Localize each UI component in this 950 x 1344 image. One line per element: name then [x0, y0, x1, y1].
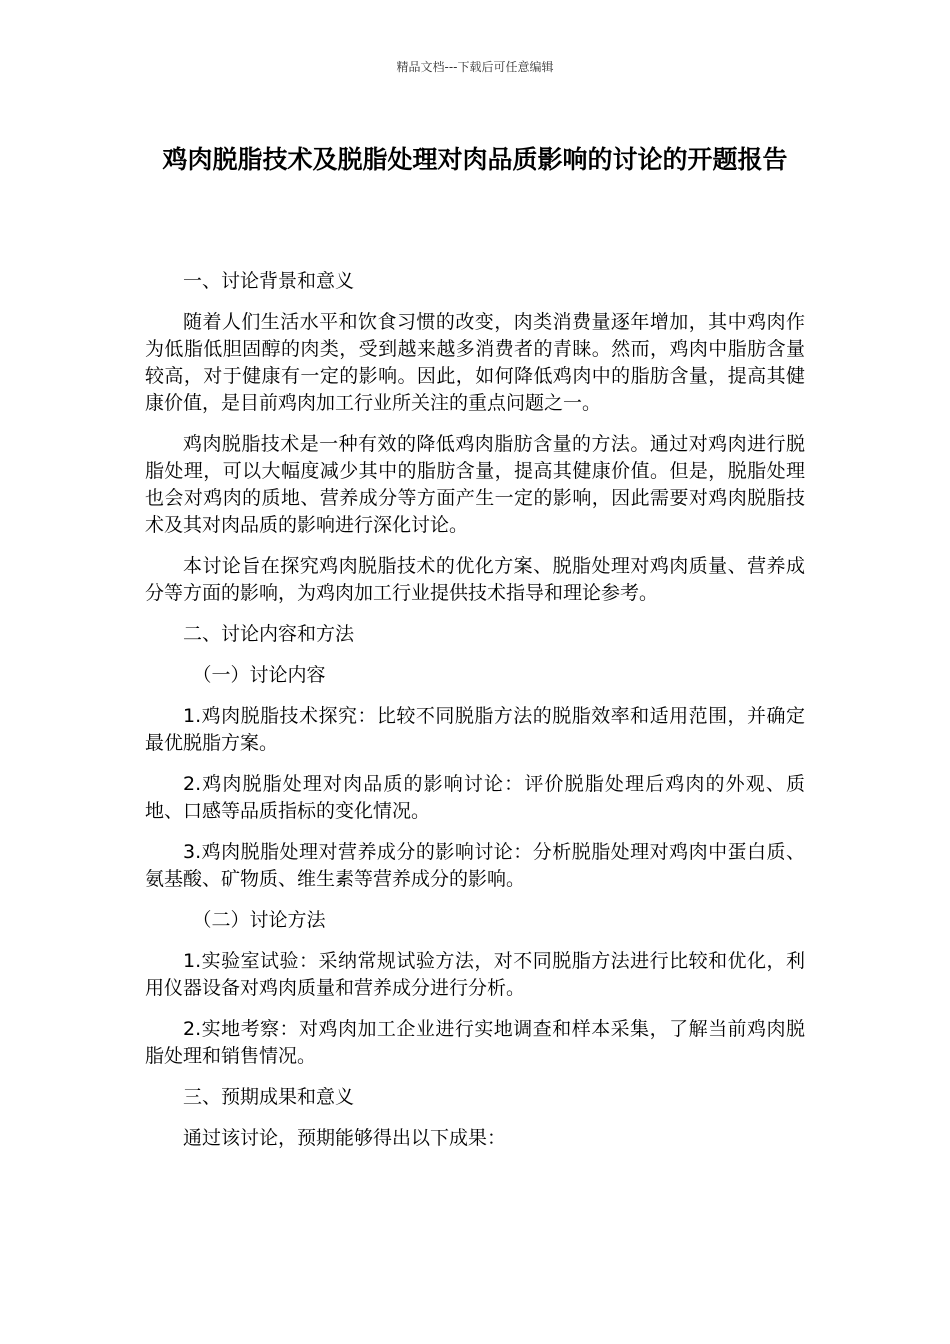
document-title: 鸡肉脱脂技术及脱脂处理对肉品质影响的讨论的开题报告 — [162, 145, 788, 174]
list-item: 1.实验室试验：采纳常规试验方法，对不同脱脂方法进行比较和优化，利用仪器设备对鸡肉质量和营养成分进行分析。 — [145, 950, 805, 999]
list-item: 2.实地考察：对鸡肉加工企业进行实地调查和样本采集，了解当前鸡肉脱脂处理和销售情况。 — [145, 1018, 805, 1067]
list-item: 2.鸡肉脱脂处理对肉品质的影响讨论：评价脱脂处理后鸡肉的外观、质地、口感等品质指标的变化情况。 — [145, 773, 805, 822]
paragraph: 通过该讨论，预期能够得出以下成果： — [183, 1127, 507, 1149]
section-heading: 一、讨论背景和意义 — [183, 270, 355, 292]
section-heading: 二、讨论内容和方法 — [183, 623, 355, 645]
paragraph: 本讨论旨在探究鸡肉脱脂技术的优化方案、脱脂处理对鸡肉质量、营养成分等方面的影响，为鸡肉加工行业提供技术指导和理论参考。 — [145, 555, 805, 604]
paragraph: 随着人们生活水平和饮食习惯的改变，肉类消费量逐年增加，其中鸡肉作为低脂低胆固醇的肉类，受到越来越多消费者的青睐。然而，鸡肉中脂肪含量较高，对于健康有一定的影响。因此，如何降低鸡肉中的脂肪含量，提高其健康价值，是目前鸡肉加工行业所关注的重点问题之一。 — [145, 311, 805, 414]
list-item: 3.鸡肉脱脂处理对营养成分的影响讨论：分析脱脂处理对鸡肉中蛋白质、氨基酸、矿物质、维生素等营养成分的影响。 — [145, 841, 805, 890]
document-body — [145, 268, 805, 1166]
section-heading: 三、预期成果和意义 — [183, 1086, 355, 1108]
list-item: 1.鸡肉脱脂技术探究：比较不同脱脂方法的脱脂效率和适用范围，并确定最优脱脂方案。 — [145, 705, 805, 754]
subsection-heading: （二）讨论方法 — [192, 909, 326, 931]
paragraph: 鸡肉脱脂技术是一种有效的降低鸡肉脂肪含量的方法。通过对鸡肉进行脱脂处理，可以大幅度减少其中的脂肪含量，提高其健康价值。但是，脱脂处理也会对鸡肉的质地、营养成分等方面产生一定的影响，因此需要对鸡肉脱脂技术及其对肉品质的影响进行深化讨论。 — [145, 433, 805, 536]
header-note: 精品文档---下载后可任意编辑 — [396, 60, 554, 74]
subsection-heading: （一）讨论内容 — [192, 664, 326, 686]
